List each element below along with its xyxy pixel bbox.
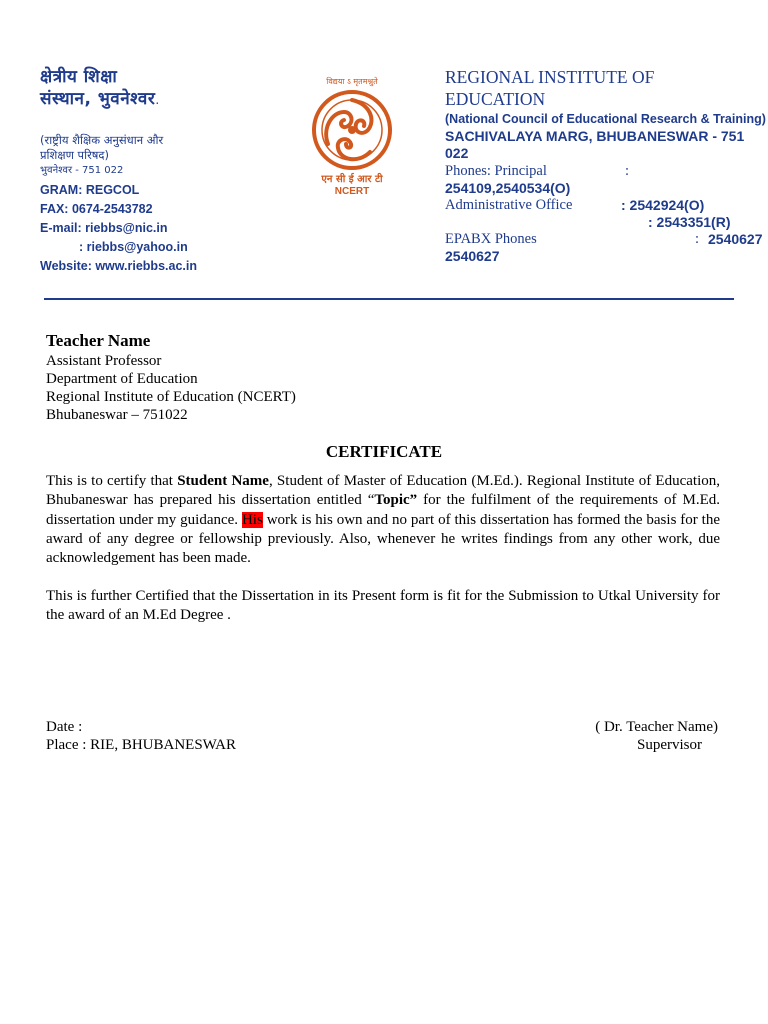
institute-header-english [445, 66, 768, 272]
p1-part-a: This is to certify that [46, 473, 178, 489]
p1-part-c: for the fulfilment of the requirements of M.Ed. dissertation under my guidance. [46, 492, 721, 528]
epabx-value: 2540627 [708, 231, 763, 247]
logo-motto: विद्यया ऽ मृतमश्नुते [326, 77, 378, 86]
gram-text: GRAM: REGCOL [40, 183, 140, 197]
principal-phone-row [445, 163, 768, 180]
teacher-institute: Regional Institute of Education (NCERT) [46, 389, 296, 405]
email-secondary[interactable]: : riebbs@yahoo.in [79, 240, 188, 254]
certificate-paragraph-1 [46, 472, 720, 568]
admin-phone-label: Administrative Office [445, 197, 573, 213]
contact-block [40, 181, 260, 276]
institute-name-hindi [40, 66, 280, 111]
hindi-sub-line2: प्रशिक्षण परिषद) [40, 148, 110, 162]
principal-phone-value: 254109,2540534(O) [445, 180, 571, 196]
hindi-title-line2: संस्थान, भुवनेश्वर [40, 89, 156, 109]
website-link[interactable]: Website: www.riebbs.ac.in [40, 259, 197, 273]
institute-name-line2: EDUCATION [445, 89, 546, 109]
hindi-pin: - 751 022 [72, 165, 124, 176]
p1-part-d: work is his own and no part of this dissertation has formed the basis for the award of any degree or fellowship previously. Also, whenever he writes findings from any other work, due acknowledgement has been made. [46, 511, 721, 567]
institute-sub-hindi [40, 133, 270, 178]
signatory-role: Supervisor [637, 737, 702, 753]
principal-phone-colon: : [625, 163, 630, 179]
hindi-title-line1: क्षेत्रीय शिक्षा [40, 67, 118, 87]
place-label: Place : RIE, BHUBANESWAR [46, 737, 236, 753]
epabx-label: EPABX Phones [445, 231, 537, 247]
teacher-designation: Assistant Professor [46, 353, 162, 369]
ncert-emblem-icon [310, 74, 394, 198]
admin-phone-value1: : 2542924(O) [621, 197, 705, 213]
institute-address: SACHIVALAYA MARG, BHUBANESWAR - 751 022 [445, 128, 745, 161]
p1-part-b: , Student of Master of Education (M.Ed.). Regional Institute of Education, Bhubaneswar has prepared his dissertation entitled “ [46, 473, 720, 509]
teacher-city: Bhubaneswar – 751022 [46, 407, 188, 423]
admin-phone-row [445, 197, 768, 214]
principal-phone-label: Phones: Principal [445, 163, 547, 179]
email-primary[interactable]: E-mail: riebbs@nic.in [40, 221, 168, 235]
admin-phone-value2: : 2543351(R) [648, 214, 731, 230]
teacher-block [46, 330, 720, 424]
epabx-value-cut: 2540627 [445, 248, 500, 264]
topic-name: Topic” [374, 492, 418, 509]
teacher-department: Department of Education [46, 371, 198, 387]
hindi-title-period: . [155, 93, 160, 107]
date-label: Date : [46, 719, 83, 735]
header-divider [44, 298, 734, 300]
footer-right [560, 718, 718, 754]
institute-name-line1: REGIONAL INSTITUTE OF [445, 67, 655, 87]
fax-text: FAX: 0674-2543782 [40, 202, 153, 216]
epabx-row [445, 231, 768, 248]
footer-left [46, 718, 236, 754]
hindi-city: भुवनेश्वर [40, 165, 73, 176]
teacher-name: Teacher Name [46, 331, 151, 350]
signatory-name: ( Dr. Teacher Name) [595, 719, 718, 735]
highlighted-his: His [241, 511, 263, 528]
logo-hindi-abbr: एन सी ई आर टी [321, 174, 383, 185]
epabx-colon: : [695, 231, 700, 247]
hindi-sub-line1: (राष्ट्रीय शैक्षिक अनुसंधान और [40, 133, 164, 147]
ncert-logo [310, 74, 394, 198]
logo-abbr: NCERT [334, 186, 370, 197]
certificate-title: CERTIFICATE [325, 442, 443, 461]
student-name: Student Name [177, 473, 269, 489]
institute-parent: (National Council of Educational Research & Training) [445, 112, 766, 126]
certificate-paragraph-2: This is further Certified that the Dissertation in its Present form is fit for the Submission to Utkal University for the award of an M.Ed Degree . [46, 588, 720, 624]
